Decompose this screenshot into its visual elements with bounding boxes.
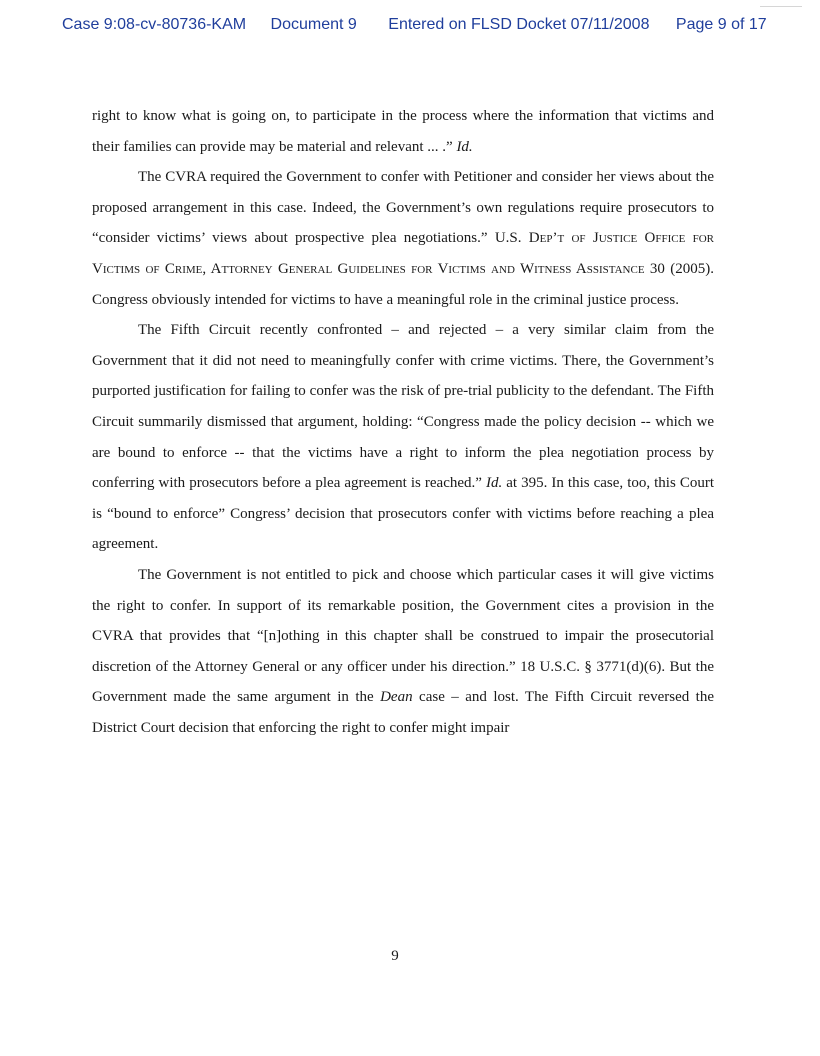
doj-guidelines-citation: U.S. Dep’t of Justice Office for Victims of Crime, Attorney General Guidelines for Victims and Witness Assistance — [92, 230, 714, 277]
docket-header — [62, 16, 767, 34]
docket-entry-date: Entered on FLSD Docket 07/11/2008 — [388, 16, 650, 33]
page-indicator: Page 9 of 17 — [675, 16, 767, 33]
id-citation: Id. — [485, 475, 503, 492]
paragraph-1-text: right to know what is going on, to participate in the process where the information that victims and their families can provide may be material and relevant ... .” — [92, 108, 714, 155]
paragraph-3-text-a: The Fifth Circuit recently confronted – and rejected – a very similar claim from the Government that it did not need to meaningfully confer with crime victims. There, the Government’s purported justification for failing to confer was the risk of pre-trial publicity to the defendant. The Fifth Circuit summarily dismissed that argument, holding: “Congress made the policy decision -- which we are bound to enforce -- that the victims have a right to inform the plea negotiation process by conferring with prosecutors before a plea agreement is reached.” — [92, 322, 714, 492]
id-citation: Id. — [456, 138, 473, 155]
paragraph-1 — [92, 101, 714, 162]
paragraph-4-text-b: case – and lost. The Fifth Circuit reversed the District Court decision that enforcing the right to confer might impair — [92, 689, 714, 736]
dean-case-name: Dean — [380, 689, 413, 706]
page-number: 9 — [391, 948, 399, 964]
document-number: Document 9 — [270, 16, 357, 33]
case-number: Case 9:08-cv-80736-KAM — [62, 16, 247, 33]
body-text — [92, 101, 714, 743]
paragraph-4-text-a: The Government is not entitled to pick and choose which particular cases it will give victims the right to confer. In support of its remarkable position, the Government cites a provision in the CVRA that provides that “[n]othing in this chapter shall be construed to impair the prosecutorial discretion of the Attorney General or any officer under his direction.” 18 U.S.C. § 3771(d)(6). But the Government made the same argument in the — [92, 566, 714, 706]
paragraph-2-text-a: The CVRA required the Government to confer with Petitioner and consider her views about the proposed arrangement in this case. Indeed, the Government’s own regulations require prosecutors to “consider victims’ views about prospective plea negotiations.” — [92, 169, 714, 247]
corner-mark — [760, 6, 802, 7]
paragraph-2 — [92, 162, 714, 315]
paragraph-3-text-b: at 395. In this case, too, this Court is “bound to enforce” Congress’ decision that prosecutors confer with victims before reaching a plea agreement. — [92, 475, 715, 553]
paragraph-2-text-b: 30 (2005). Congress obviously intended for victims to have a meaningful role in the criminal justice process. — [92, 260, 714, 308]
paragraph-4 — [92, 560, 714, 744]
paragraph-3 — [92, 315, 714, 560]
